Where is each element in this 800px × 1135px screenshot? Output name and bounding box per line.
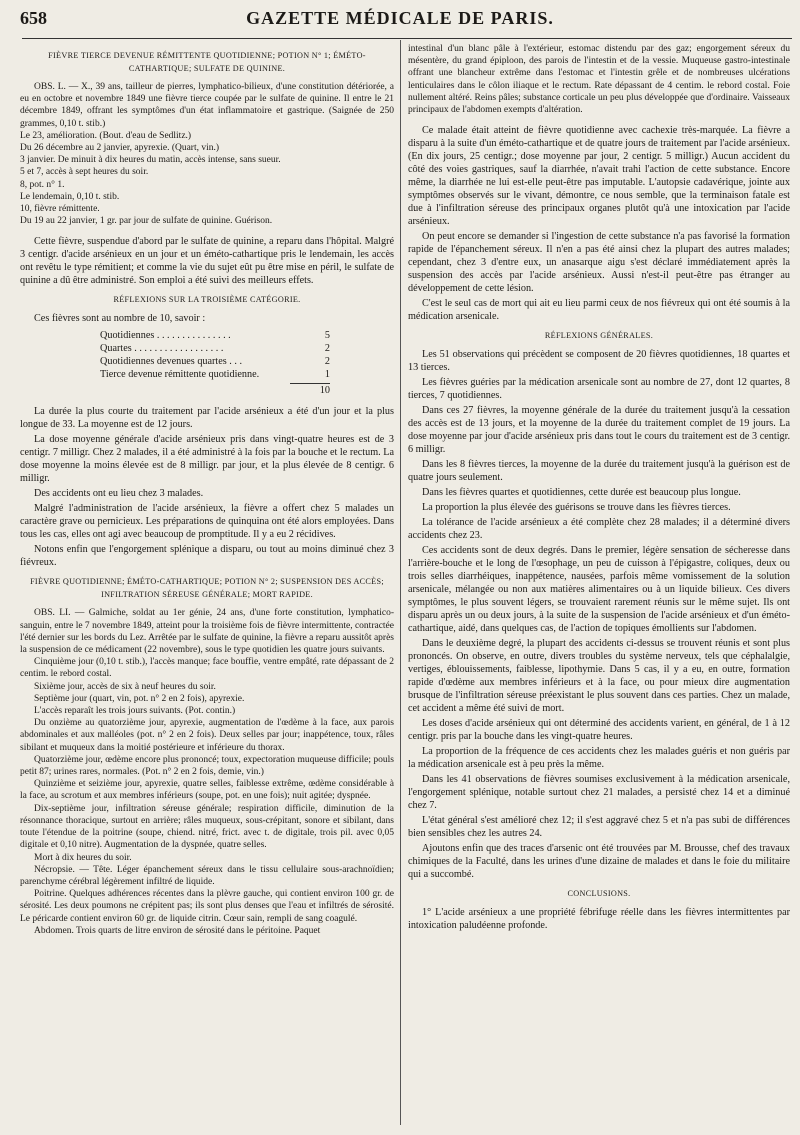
body-paragraph: Ces fièvres sont au nombre de 10, savoir : (34, 313, 206, 325)
body-paragraph: 1° L'acide arsénieux a une propriété fébrifuge réelle dans les fièvres intermittentes par intoxication paludéenne profonde. (408, 907, 790, 932)
table-row (100, 368, 330, 381)
obs-paragraph: Nécropsie. — Tête. Léger épanchement séreux dans le tissu cellulaire sous-arachnoïdien; parenchyme cérébral légèrement infiltré de liquide. (20, 864, 394, 887)
obs-paragraph: Cinquième jour (0,10 t. stib.), l'accès manque; face bouffie, ventre empâté, rate dépassant de 2 centim. le rebord costal. (20, 657, 394, 680)
body-paragraph: Dans les fièvres quartes et quotidiennes, cette durée est beaucoup plus longue. (422, 487, 741, 499)
section-heading: FIÈVRE TIERCE DEVENUE RÉMITTENTE QUOTIDIENNE; POTION N° 1; ÉMÉTO-CATHARTIQUE; SULFATE DE QUININE. (48, 51, 366, 73)
obs-paragraph: OBS. LI. — Galmiche, soldat au 1er génie, 24 ans, d'une forte constitution, lymphatico-sanguin, entre le 7 novembre 1849, atteint pour la troisième fois de fièvre intermittente, contractée l'été dernier sur les bords du Lez. Arrêtée par le sulfate de quinine, la fièvre a reparu aussitôt après la suspension de ce médicament (22 novembre), sous le type quotidien les quatre jours suivants. (20, 608, 394, 656)
table-row (100, 342, 330, 355)
body-paragraph: L'état général s'est amélioré chez 12; il s'est aggravé chez 5 et n'a pas subi de différences bien sensibles chez les autres 24. (408, 815, 790, 840)
obs-line: 3 janvier. De minuit à dix heures du matin, accès intense, sans sueur. (20, 155, 281, 166)
right-column (408, 43, 790, 934)
row-label: Quotidiennes devenues quartes . . . (100, 356, 243, 368)
body-paragraph: La proportion de la fréquence de ces accidents chez les malades guéris et non guéris par la médication arsenicale est à peu près la même. (408, 746, 790, 771)
body-paragraph: On peut encore se demander si l'ingestion de cette substance n'a pas favorisé la formation rapide de l'épanchement séreux. Il n'en a pas été ainsi chez la plupart des autres malades; cependant, chez 3 d'entre eux, un anasarque aigu s'est déclaré immédiatement après la suspension des accès par l'acide arsénieux. Aussi n'est-il peut-être pas étranger au développement de cette lésion. (408, 231, 790, 295)
body-paragraph: Ces accidents sont de deux degrés. Dans le premier, légère sensation de sécheresse dans l'arrière-bouche et le long de l'œsophage, un peu de cuisson à l'épigastre, coliques, deux ou trois selles diarrhéiques, inappétence, nausées, parfois même vomissement de la solution arsenicale, mélangée ou non aux matières alimentaires ou à un liquide bilieux. Ces divers symptômes, le plus souvent légers, se trouvaient rarement réunis sur le même sujet. Ils ont disparu après un ou deux jours, à la suite de la suspension de l'acide arsénieux et d'un éméto-cathartique, aidé, dans quelques cas, de l'action de topiques émollients sur l'abdomen. (408, 545, 790, 635)
row-label: Quartes . . . . . . . . . . . . . . . . . . (100, 343, 224, 355)
section-heading: RÉFLEXIONS GÉNÉRALES. (544, 331, 654, 341)
obs-line: Du 19 au 22 janvier, 1 gr. par jour de sulfate de quinine. Guérison. (20, 216, 273, 227)
obs-paragraph: Du onzième au quatorzième jour, apyrexie, augmentation de l'œdème à la face, aux parois abdominales et aux malléoles (pot. n° 2 en 2 fois). Deux selles par jour; inappétence, toux, râles sibilant et muqueux dans la moitié postérieure et inférieure du thorax. (20, 718, 394, 753)
obs-line: Le 23, amélioration. (Bout. d'eau de Sedlitz.) (20, 130, 192, 141)
body-paragraph: Dans ces 27 fièvres, la moyenne générale de la durée du traitement jusqu'à la cessation des accès est de 13 jours, et la moyenne de la durée du traitement complet de 19 jours. La dose moyenne par jour d'acide arsénieux pris dans tout le cours du traitement est de 3 centigr. 6 milligr. (408, 405, 790, 456)
obs-paragraph: L'accès reparaît les trois jours suivants. (Pot. contin.) (34, 706, 236, 717)
obs-line: 8, pot. n° 1. (20, 179, 65, 190)
body-paragraph: Les doses d'acide arsénieux qui ont déterminé des accidents varient, en général, de 1 à 12 centigr. pris par la bouche dans les vingt-quatre heures. (408, 718, 790, 743)
page-header (0, 0, 800, 32)
row-value: 5 (324, 330, 330, 342)
obs-paragraph: intestinal d'un blanc pâle à l'extérieur, estomac distendu par des gaz; engorgement séreux du mésentère, du grand épiploon, des parois de l'intestin et de la vessie. Muqueuse gastro-intestinale offrant une blancheur extrême dans l'estomac et l'intestin grêle et de nombreuses ulcérations lenticulaires dans le côlon iliaque et le rectum. Rate dépassant de 4 centim. le rebord costal. Foie nullement altéré. Reins pâles; substance corticale un peu plus développée que d'ordinaire. Vaisseaux principaux de l'abdomen exempts d'altération. (408, 44, 790, 116)
table-row (100, 355, 330, 368)
observation-50 (20, 81, 394, 227)
body-paragraph: C'est le seul cas de mort qui ait eu lieu parmi ceux de nos fiévreux qui ont été soumis à la médication arsenicale. (408, 298, 790, 323)
section-heading: FIÈVRE QUOTIDIENNE; ÉMÉTO-CATHARTIQUE; POTION N° 2; SUSPENSION DES ACCÈS; INFILTRATION SÉREUSE GÉNÉRALE; MORT RAPIDE. (30, 577, 384, 600)
left-column (20, 43, 394, 937)
table-total: 10 (319, 385, 330, 397)
body-paragraph: Dans le deuxième degré, la plupart des accidents ci-dessus se trouvent réunis et sont plus prononcés. On observe, en outre, divers troubles du système nerveux, tels que céphalalgie, vertiges, éblouissements, faiblesse, lipothymie. Dans 5 cas, il y a eu, en outre, formation rapide d'œdème aux membres inférieurs et à la face, ou pour mieux dire augmentation brusque de l'infiltration séreuse préexistant le plus souvent dans ces parties. Chez un malade, cet accident a même été suivi de mort. (408, 638, 790, 715)
table-row (100, 329, 330, 342)
obs-paragraph: Poitrine. Quelques adhérences récentes dans la plèvre gauche, qui contient environ 100 gr. de sérosité. Les deux poumons ne crépitent pas; ils sont plus denses que l'eau et infiltrés de sérosité. Le péricarde contient environ 60 gr. de liquide citrin. Cœur sain, rempli de sang coagulé. (20, 889, 394, 924)
body-paragraph: La dose moyenne générale d'acide arsénieux pris dans vingt-quatre heures est de 3 centigr. 7 milligr. Chez 2 malades, il a été administré à la fois par la bouche et le rectum. La dose moyenne la moins élevée est de 8 milligr. par jour, et la plus élevée de 8 centigr. 6 milligr. (20, 434, 394, 485)
row-label: Quotidiennes . . . . . . . . . . . . . . . (100, 330, 231, 342)
obs-line: Du 26 décembre au 2 janvier, apyrexie. (Quart, vin.) (20, 143, 220, 154)
observation-51-continued (408, 43, 790, 116)
obs-paragraph: Abdomen. Trois quarts de litre environ de sérosité dans le péritoine. Paquet (34, 925, 321, 936)
body-paragraph: Malgré l'administration de l'acide arsénieux, la fièvre a offert chez 5 malades un caractère grave ou pernicieux. Les préparations de quinquina ont été alors employées. Dans tous les cas, elles ont agi avec beaucoup de promptitude. Il y a eu 2 récidives. (20, 503, 394, 541)
row-label: Tierce devenue rémittente quotidienne. (100, 369, 260, 381)
obs-paragraph: Septième jour (quart, vin, pot. n° 2 en 2 fois), apyrexie. (34, 693, 245, 704)
body-paragraph: Dans les 41 observations de fièvres soumises exclusivement à la médication arsenicale, l'engorgement splénique, notable surtout chez 21 malades, a persisté chez 14 et a diminué chez 7. (408, 774, 790, 812)
body-paragraph: Ajoutons enfin que des traces d'arsenic ont été trouvées par M. Brousse, chef des travaux chimiques de la Faculté, dans les urines d'une dizaine de malades et dans le foie du militaire qui a succombé. (408, 843, 790, 881)
section-heading: CONCLUSIONS. (567, 889, 631, 899)
body-paragraph: Des accidents ont eu lieu chez 3 malades. (34, 488, 204, 500)
section-heading: RÉFLEXIONS SUR LA TROISIÈME CATÉGORIE. (113, 295, 301, 305)
body-paragraph: Ce malade était atteint de fièvre quotidienne avec cachexie très-marquée. La fièvre a disparu à la suite d'un éméto-cathartique et de quatre jours de traitement par l'acide arsénieux. (En dix jours, 25 centigr.; dose moyenne par jour, 2 centigr. 5 milligr.) Aucun accident du côté des voies gastriques, sauf la diarrhée, n'avait trahi l'action de cette substance. Encore même, la diarrhée ne lui est-elle peut-être pas imputable. L'autopsie cadavérique, jointe aux symptômes observés sur le vivant, démontre, ce nous semble, que la terminaison fatale est due à l'infiltration séreuse des principaux organes plutôt qu'à une intoxication par l'acide arsénieux. (408, 125, 790, 228)
body-paragraph: La tolérance de l'acide arsénieux a été complète chez 28 malades; il a déterminé divers accidents chez 23. (408, 517, 790, 542)
obs-paragraph: Quatorzième jour, œdème encore plus prononcé; toux, expectoration muqueuse difficile; pouls petit 87; urines rares, normales. (Pot. n° 2 en 2 fois, demie, vin.) (20, 754, 394, 778)
obs-paragraph: Mort à dix heures du soir. (34, 852, 132, 863)
obs-line: Le lendemain, 0,10 t. stib. (20, 191, 120, 202)
row-value: 1 (324, 369, 330, 381)
journal-title: GAZETTE MÉDICALE DE PARIS. (246, 8, 554, 28)
row-value: 2 (324, 343, 330, 355)
body-paragraph: Notons enfin que l'engorgement splénique a disparu, ou tout au moins diminué chez 3 fiévreux. (20, 544, 394, 569)
observation-51 (20, 607, 394, 936)
page-number: 658 (20, 8, 47, 28)
obs-line: 10, fièvre rémittente. (20, 204, 100, 215)
body-paragraph: La durée la plus courte du traitement par l'acide arsénieux a été d'un jour et la plus longue de 33. La moyenne est de 12 jours. (20, 406, 394, 431)
obs-paragraph: Sixième jour, accès de six à neuf heures du soir. (34, 681, 216, 692)
row-value: 2 (324, 356, 330, 368)
body-paragraph: Dans les 8 fièvres tierces, la moyenne de la durée du traitement jusqu'à la guérison est de quatre jours seulement. (408, 459, 790, 484)
fever-count-table (100, 329, 330, 397)
obs-paragraph: Quinzième et seizième jour, apyrexie, quatre selles, faiblesse extrême, œdème considérable à la face, au scrotum et aux membres inférieurs (soupe, pot. en une fois); nuit agitée; dyspnée. (20, 779, 394, 802)
obs-paragraph: OBS. L. — X., 39 ans, tailleur de pierres, lymphatico-bilieux, d'une constitution détériorée, a eu en octobre et novembre 1849 une fièvre tierce coupée par le sulfate de quinine. Il entre le 21 décembre 1849, offrant les symptômes d'un état inflammatoire et gastrique. (Saignée de 250 grammes, 0,10 t. stib.) (20, 82, 394, 129)
header-rule (22, 38, 792, 39)
body-paragraph: Les fièvres guéries par la médication arsenicale sont au nombre de 27, dont 12 quartes, 8 tierces, 7 quotidiennes. (408, 377, 790, 402)
body-paragraph: Les 51 observations qui précèdent se composent de 20 fièvres quotidiennes, 18 quartes et 13 tierces. (408, 349, 790, 374)
body-paragraph: La proportion la plus élevée des guérisons se trouve dans les fièvres tierces. (422, 502, 731, 514)
body-paragraph: Cette fièvre, suspendue d'abord par le sulfate de quinine, a reparu dans l'hôpital. Malgré 3 centigr. d'acide arsénieux en un jour et un éméto-cathartique pris le lendemain, les accès ont revêtu le type rémitient; et comme la vie du sujet eût pu être mise en péril, le sulfate de quinine a dû être administré. Son emploi a été suivi des meilleurs effets. (20, 236, 394, 287)
obs-paragraph: Dix-septième jour, infiltration séreuse générale; respiration difficile, diminution de la résonnance thoracique, surtout en arrière; râles muqueux, sous-crépitant, sonore et sibilant, dans toute l'étendue de la poitrine (soupe, chiend. nitré, frict. avec t. de digitale, trois pil. avec 0,05 digitale et 0,10 nitre). Augmentation de la dyspnée, quatre selles. (20, 803, 394, 851)
obs-line: 5 et 7, accès à sept heures du soir. (20, 167, 149, 178)
column-divider (400, 40, 401, 1125)
